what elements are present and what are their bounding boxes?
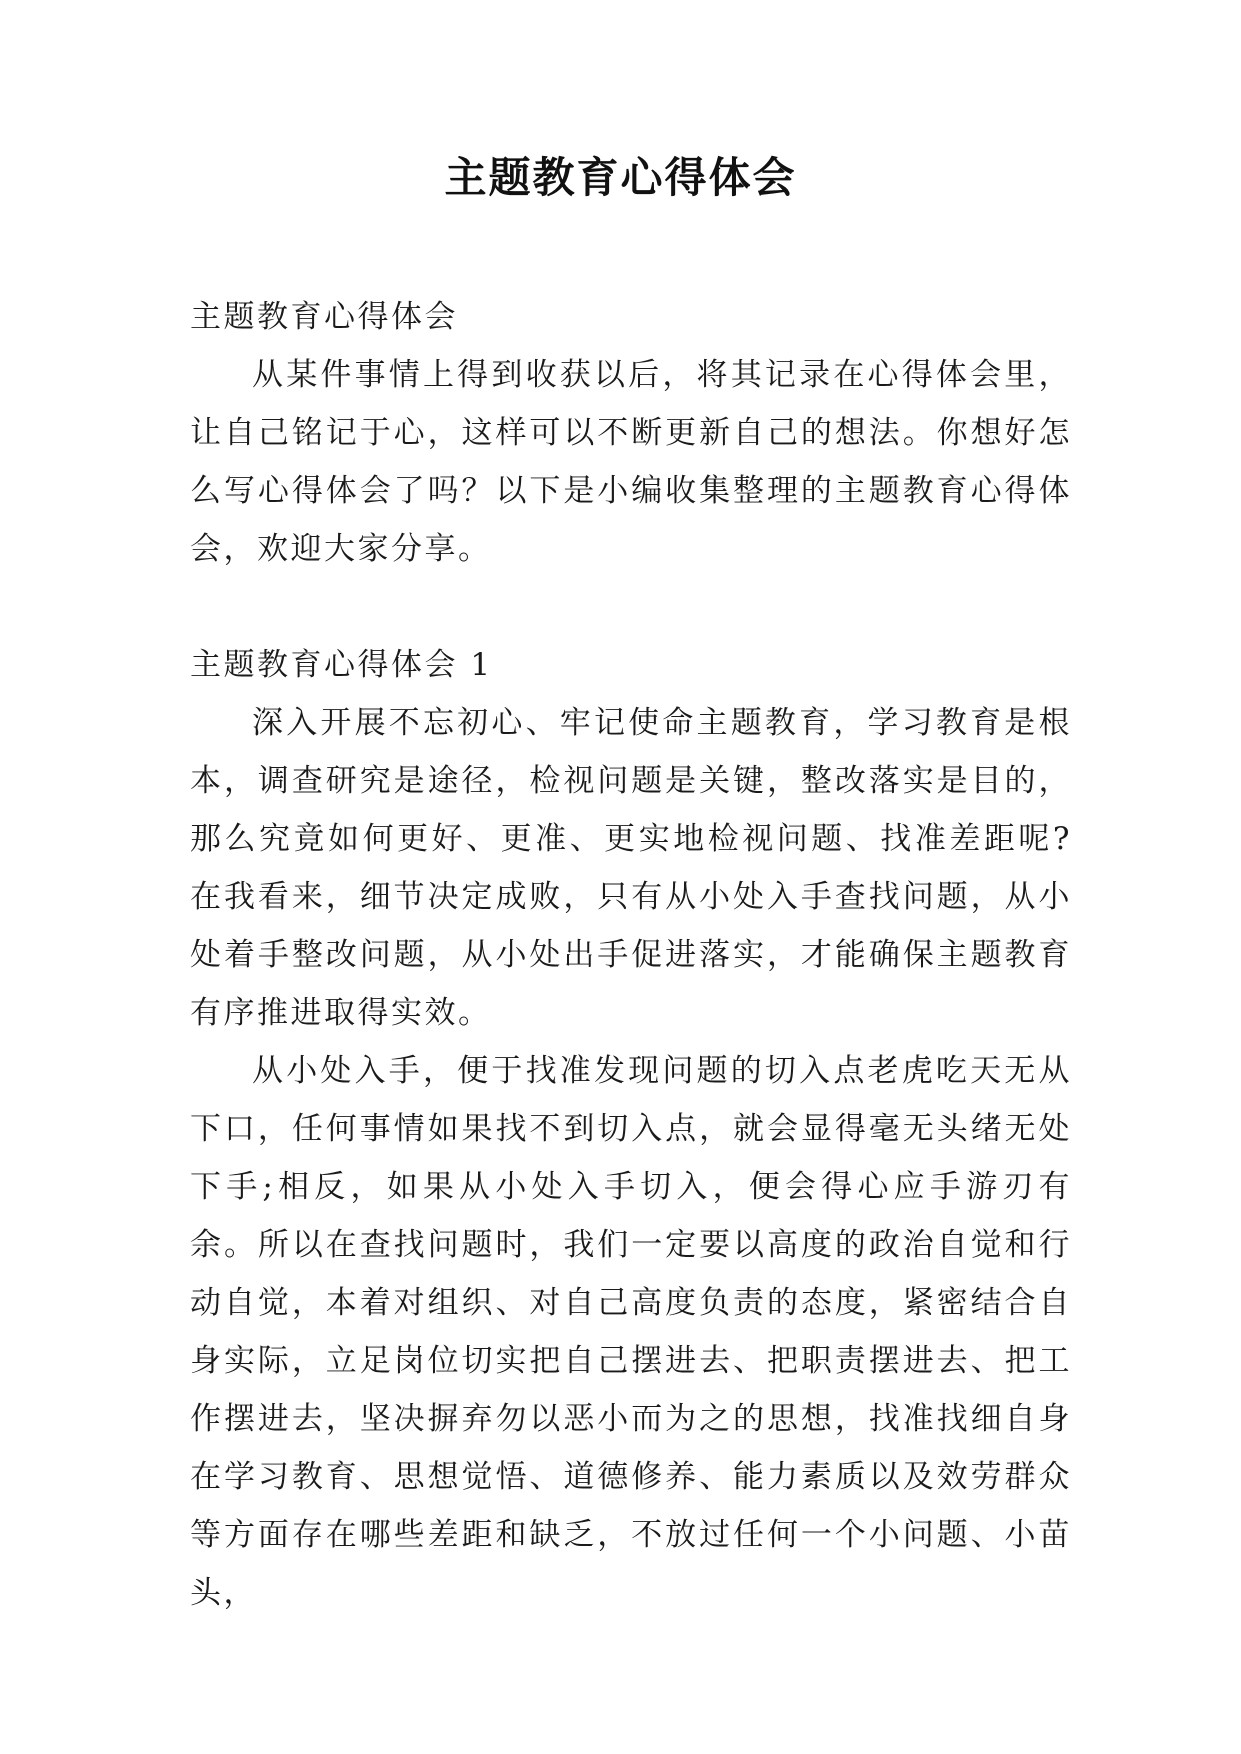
body-paragraph: 深入开展不忘初心、牢记使命主题教育，学习教育是根本，调查研究是途径，检视问题是关键，整改落实是目的，那么究竟如何更好、更准、更实地检视问题、找准差距呢?在我看来，细节决定成败，只有从小处入手查找问题，从小处着手整改问题，从小处出手促进落实，才能确保主题教育有序推进取得实效。 bbox=[190, 705, 1072, 1031]
paragraph-gap bbox=[190, 578, 1072, 636]
document-subheading: 主题教育心得体会 bbox=[190, 299, 458, 335]
section-heading: 主题教育心得体会 1 bbox=[190, 647, 493, 683]
document-title: 主题教育心得体会 bbox=[444, 153, 797, 202]
body-paragraph: 从小处入手，便于找准发现问题的切入点老虎吃天无从下口，任何事情如果找不到切入点，就会显得毫无头绪无处下手;相反，如果从小处入手切入，便会得心应手游刃有余。所以在查找问题时，我们一定要以高度的政治自觉和行动自觉，本着对组织、对自己高度负责的态度，紧密结合自身实际，立足岗位切实把自己摆进去、把职责摆进去、把工作摆进去，坚决摒弃勿以恶小而为之的思想，找准找细自身在学习教育、思想觉悟、道德修养、能力素质以及效劳群众等方面存在哪些差距和缺乏，不放过任何一个小问题、小苗头， bbox=[190, 1053, 1072, 1611]
intro-paragraph: 从某件事情上得到收获以后，将其记录在心得体会里，让自己铭记于心，这样可以不断更新自己的想法。你想好怎么写心得体会了吗？以下是小编收集整理的主题教育心得体会，欢迎大家分享。 bbox=[190, 357, 1072, 567]
document-body bbox=[190, 288, 1072, 1622]
